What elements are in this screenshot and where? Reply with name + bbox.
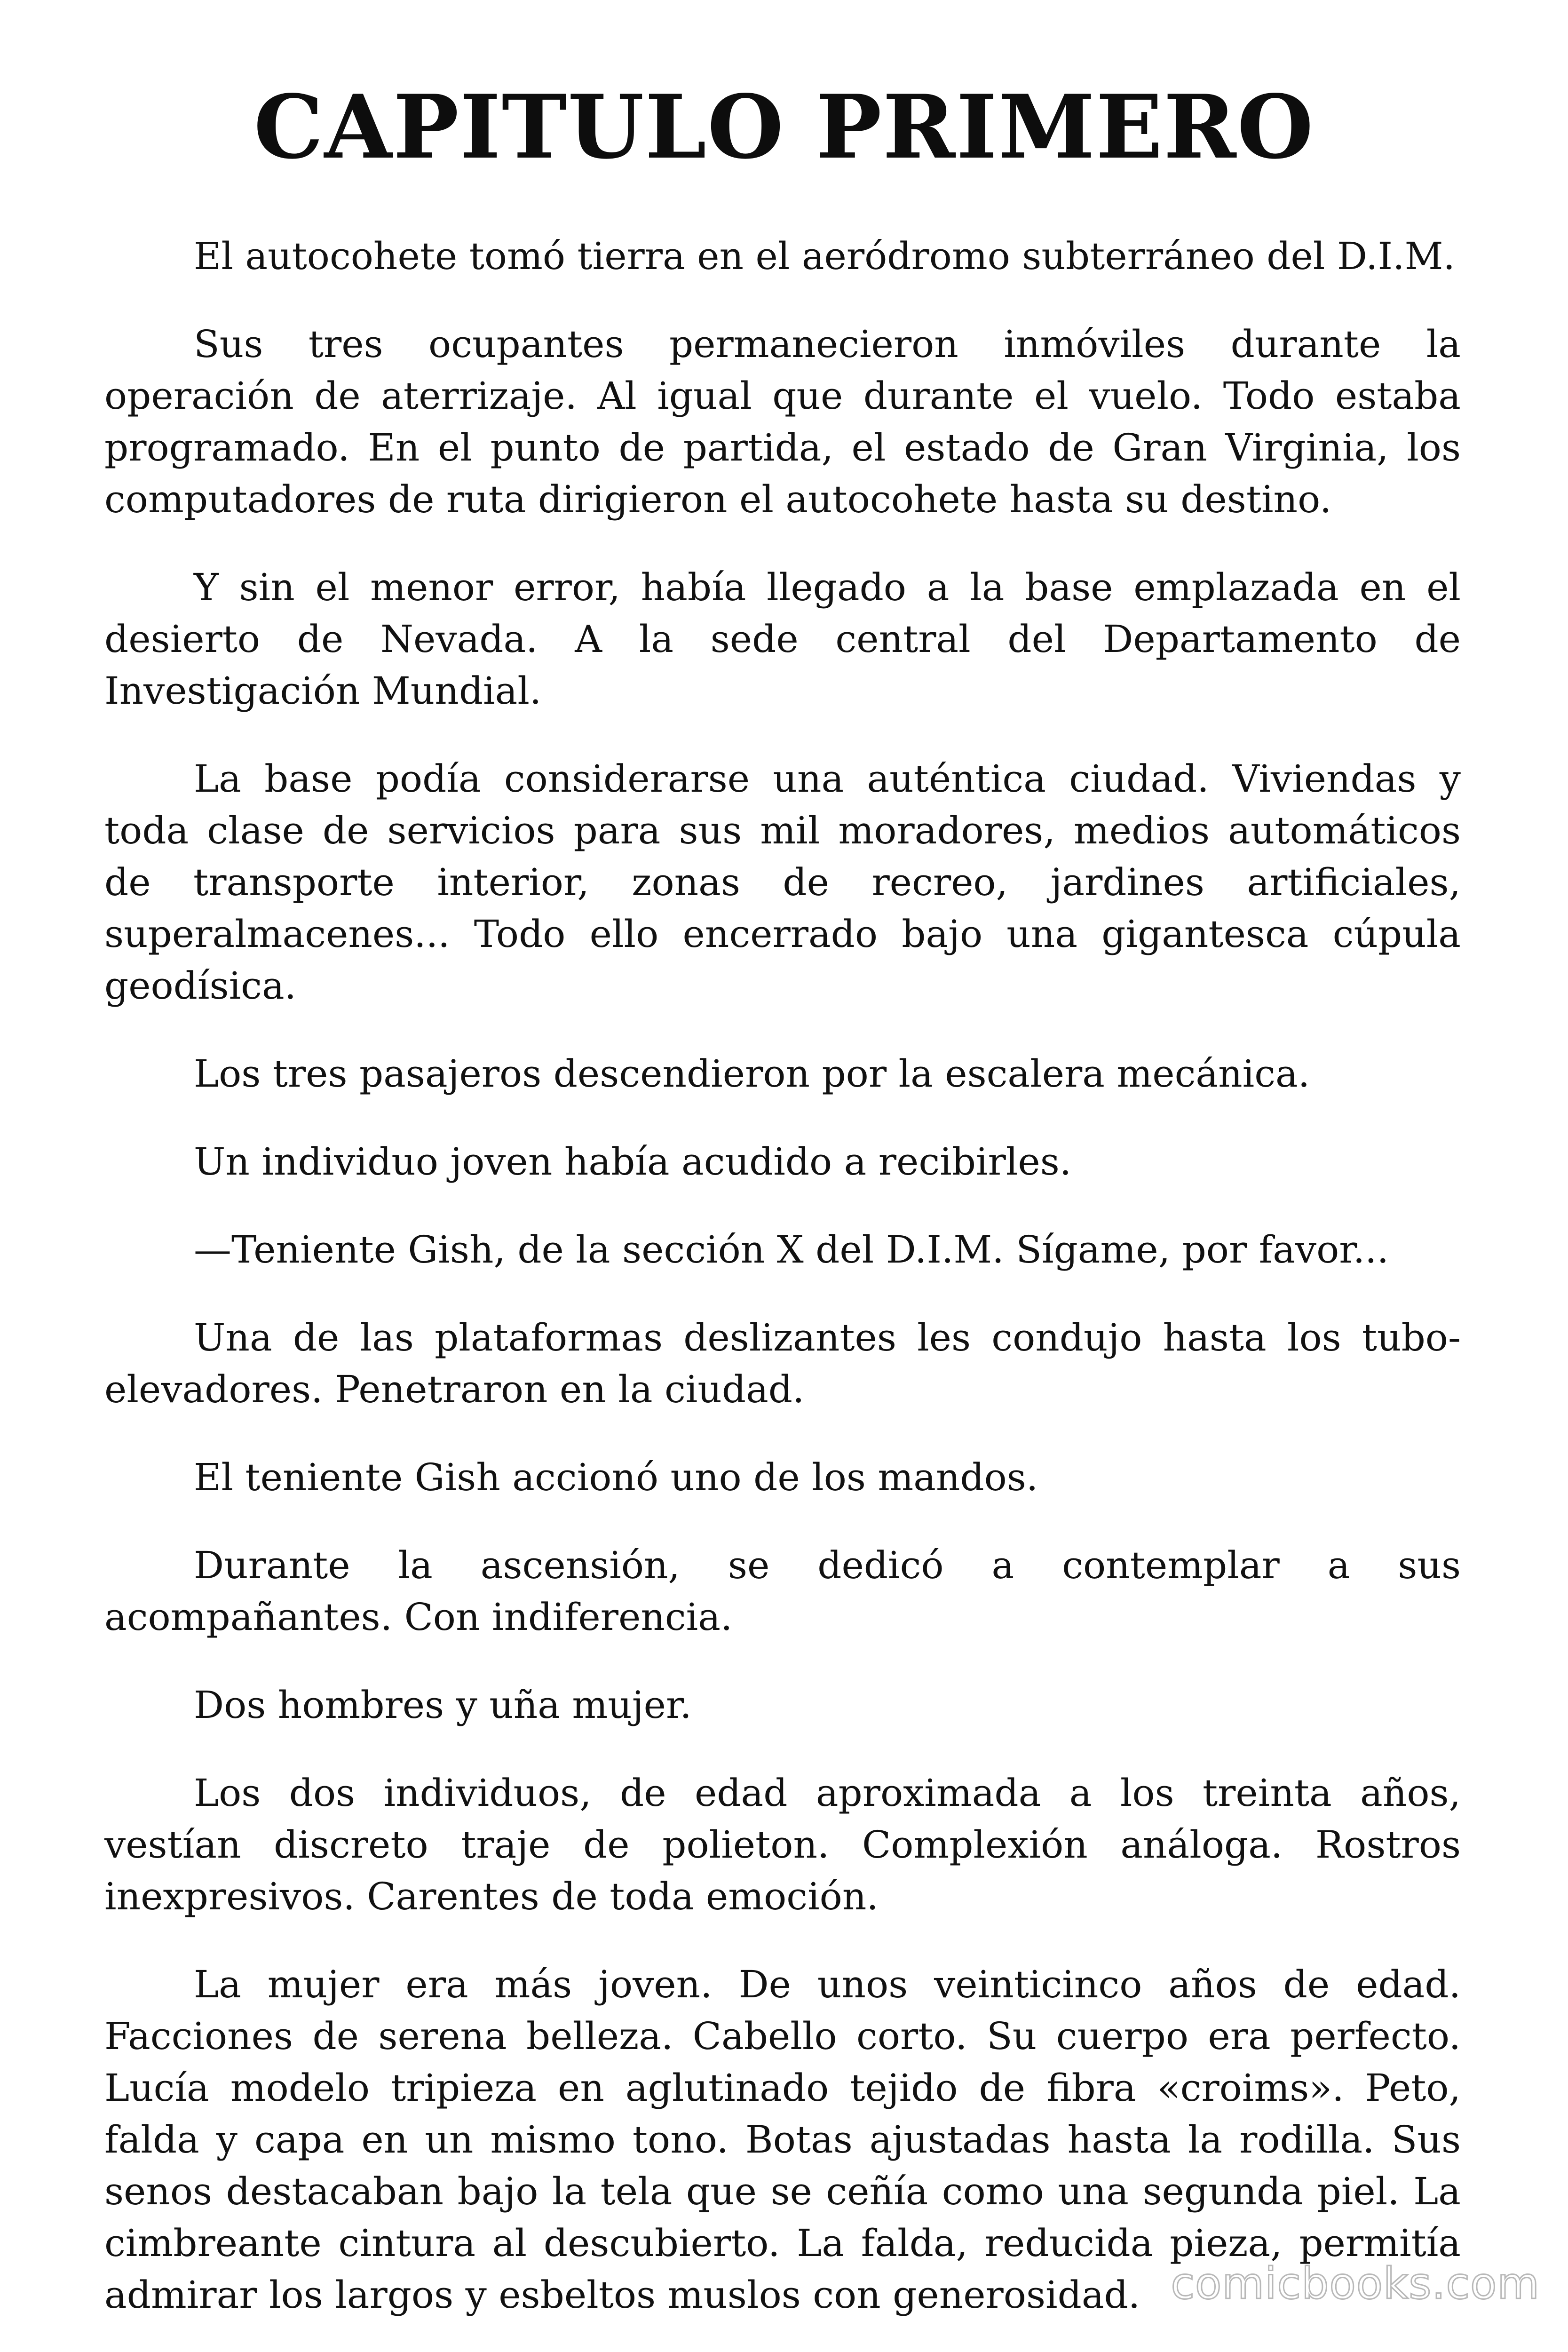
paragraph: Dos hombres y uña mujer. bbox=[194, 1683, 692, 1727]
paragraph: El teniente Gish accionó uno de los mandos. bbox=[194, 1455, 1038, 1499]
paragraph: La base podía considerarse una auténtica ciudad. Viviendas y toda clase de servicios para sus mil moradores, medios automáticos de transporte interior, zonas de recreo, jardines artificiales, superalmacenes... Todo ello encerrado bajo una gigantesca cúpula geodísica. bbox=[104, 757, 1461, 1008]
paragraph: Una de las plataformas deslizantes les condujo hasta los tubo-elevadores. Penetraron en la ciudad. bbox=[104, 1316, 1461, 1411]
paragraph: Y sin el menor error, había llegado a la base emplazada en el desierto de Nevada. A la sede central del Departamento de Investigación Mundial. bbox=[104, 565, 1461, 713]
paragraph: Un individuo joven había acudido a recibirles. bbox=[194, 1140, 1072, 1184]
paragraph: Durante la ascensión, se dedicó a contemplar a sus acompañantes. Con indiferencia. bbox=[104, 1543, 1461, 1639]
paragraph: Los tres pasajeros descendieron por la escalera mecánica. bbox=[194, 1052, 1310, 1096]
paragraph: Sus tres ocupantes permanecieron inmóviles durante la operación de aterrizaje. Al igual que durante el vuelo. Todo estaba programado. En el punto de partida, el estado de Gran Virginia, los computadores de ruta dirigieron el autocohete hasta su destino. bbox=[104, 322, 1461, 521]
chapter-title: CAPITULO PRIMERO bbox=[253, 75, 1315, 178]
paragraph: La mujer era más joven. De unos veinticinco años de edad. Facciones de serena belleza. Cabello corto. Su cuerpo era perfecto. Lucía modelo tripieza en aglutinado tejido de fibra «croims». Peto, falda y capa en un mismo tono. Botas ajustadas hasta la rodilla. Sus senos destacaban bajo la tela que se ceñía como una segunda piel. La cimbreante cintura al descubierto. La falda, reducida pieza, permitía admirar los largos y esbeltos muslos con generosidad. bbox=[104, 1963, 1461, 2317]
paragraph: —Teniente Gish, de la sección X del D.I.M. Sígame, por favor... bbox=[194, 1228, 1389, 1271]
watermark: comicbooks.com bbox=[1171, 2258, 1540, 2309]
chapter-body bbox=[104, 230, 1461, 2352]
paragraph: Los dos individuos, de edad aproximada a los treinta años, vestían discreto traje de polieton. Complexión análoga. Rostros inexpresivos. Carentes de toda emoción. bbox=[104, 1771, 1461, 1918]
paragraph: El autocohete tomó tierra en el aeródromo subterráneo del D.I.M. bbox=[194, 234, 1455, 278]
